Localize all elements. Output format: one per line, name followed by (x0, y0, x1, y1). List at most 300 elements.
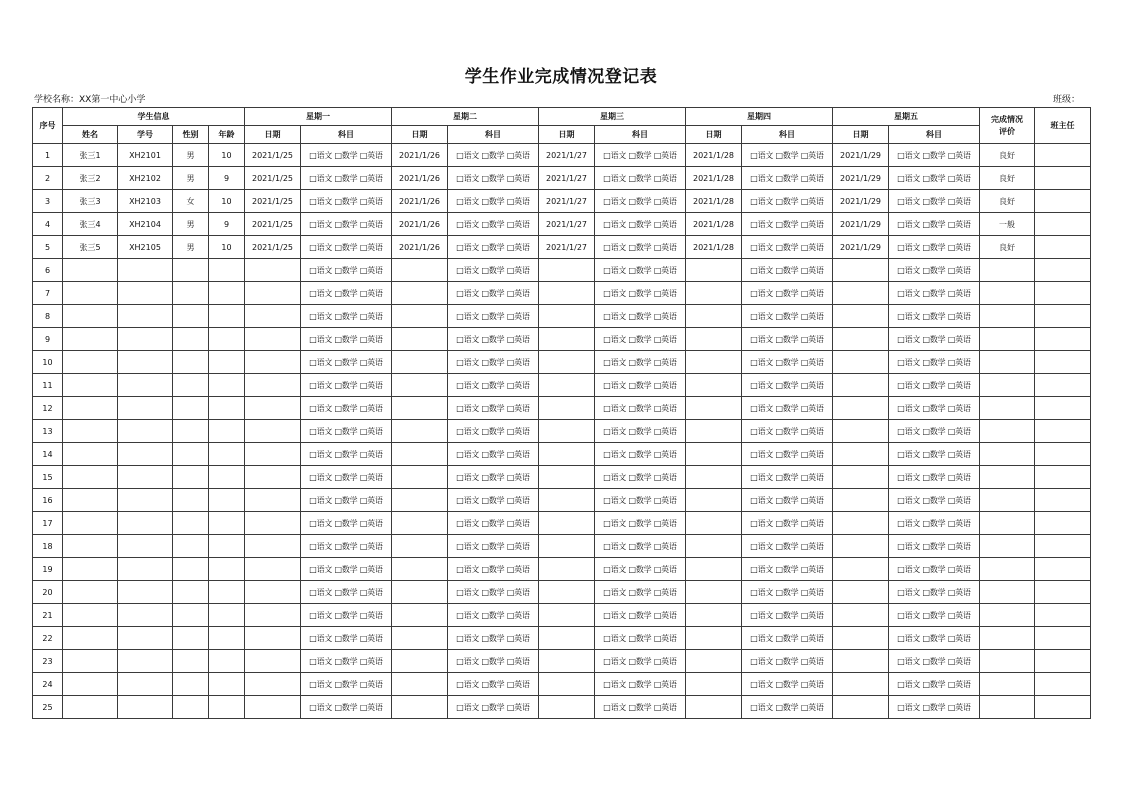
subject-checkboxes-cell[interactable]: □语文 □数学 □英语 (742, 535, 833, 558)
gender-cell[interactable] (173, 581, 209, 604)
subject-checkboxes-cell[interactable]: □语文 □数学 □英语 (301, 581, 392, 604)
teacher-cell[interactable] (1035, 236, 1091, 259)
teacher-cell[interactable] (1035, 144, 1091, 167)
date-cell[interactable] (539, 489, 595, 512)
date-cell[interactable] (539, 604, 595, 627)
subject-checkboxes-cell[interactable]: □语文 □数学 □英语 (448, 259, 539, 282)
subject-checkboxes-cell[interactable]: □语文 □数学 □英语 (595, 167, 686, 190)
date-cell[interactable] (245, 259, 301, 282)
date-cell[interactable] (686, 351, 742, 374)
subject-checkboxes-cell[interactable]: □语文 □数学 □英语 (448, 167, 539, 190)
date-cell[interactable] (833, 581, 889, 604)
age-cell[interactable] (209, 282, 245, 305)
subject-checkboxes-cell[interactable]: □语文 □数学 □英语 (742, 673, 833, 696)
date-cell[interactable]: 2021/1/25 (245, 144, 301, 167)
row-seq-cell[interactable]: 13 (33, 420, 63, 443)
subject-checkboxes-cell[interactable]: □语文 □数学 □英语 (448, 351, 539, 374)
gender-cell[interactable]: 男 (173, 236, 209, 259)
subject-checkboxes-cell[interactable]: □语文 □数学 □英语 (742, 420, 833, 443)
subject-checkboxes-cell[interactable]: □语文 □数学 □英语 (889, 627, 980, 650)
teacher-cell[interactable] (1035, 397, 1091, 420)
date-cell[interactable] (686, 259, 742, 282)
name-cell[interactable] (63, 397, 118, 420)
teacher-cell[interactable] (1035, 673, 1091, 696)
teacher-cell[interactable] (1035, 374, 1091, 397)
date-cell[interactable] (833, 420, 889, 443)
student-id-cell[interactable] (118, 282, 173, 305)
subject-checkboxes-cell[interactable]: □语文 □数学 □英语 (595, 696, 686, 719)
subject-checkboxes-cell[interactable]: □语文 □数学 □英语 (301, 190, 392, 213)
gender-cell[interactable] (173, 466, 209, 489)
age-cell[interactable] (209, 581, 245, 604)
student-id-cell[interactable] (118, 581, 173, 604)
evaluation-cell[interactable] (980, 351, 1035, 374)
date-cell[interactable]: 2021/1/29 (833, 144, 889, 167)
date-cell[interactable] (686, 489, 742, 512)
date-cell[interactable] (245, 673, 301, 696)
date-cell[interactable] (245, 420, 301, 443)
date-cell[interactable] (392, 328, 448, 351)
teacher-cell[interactable] (1035, 282, 1091, 305)
student-id-cell[interactable] (118, 512, 173, 535)
subject-checkboxes-cell[interactable]: □语文 □数学 □英语 (742, 489, 833, 512)
age-cell[interactable]: 10 (209, 190, 245, 213)
subject-checkboxes-cell[interactable]: □语文 □数学 □英语 (889, 282, 980, 305)
row-seq-cell[interactable]: 21 (33, 604, 63, 627)
subject-checkboxes-cell[interactable]: □语文 □数学 □英语 (448, 236, 539, 259)
subject-checkboxes-cell[interactable]: □语文 □数学 □英语 (595, 673, 686, 696)
name-cell[interactable]: 张三5 (63, 236, 118, 259)
row-seq-cell[interactable]: 22 (33, 627, 63, 650)
row-seq-cell[interactable]: 12 (33, 397, 63, 420)
subject-checkboxes-cell[interactable]: □语文 □数学 □英语 (301, 351, 392, 374)
row-seq-cell[interactable]: 24 (33, 673, 63, 696)
gender-cell[interactable] (173, 650, 209, 673)
subject-checkboxes-cell[interactable]: □语文 □数学 □英语 (301, 673, 392, 696)
date-cell[interactable]: 2021/1/29 (833, 167, 889, 190)
name-cell[interactable] (63, 489, 118, 512)
age-cell[interactable] (209, 535, 245, 558)
age-cell[interactable] (209, 512, 245, 535)
date-cell[interactable] (686, 558, 742, 581)
date-cell[interactable]: 2021/1/26 (392, 167, 448, 190)
row-seq-cell[interactable]: 15 (33, 466, 63, 489)
subject-checkboxes-cell[interactable]: □语文 □数学 □英语 (889, 351, 980, 374)
gender-cell[interactable] (173, 397, 209, 420)
subject-checkboxes-cell[interactable]: □语文 □数学 □英语 (301, 420, 392, 443)
evaluation-cell[interactable] (980, 581, 1035, 604)
teacher-cell[interactable] (1035, 443, 1091, 466)
date-cell[interactable]: 2021/1/26 (392, 213, 448, 236)
student-id-cell[interactable] (118, 466, 173, 489)
gender-cell[interactable] (173, 420, 209, 443)
date-cell[interactable] (686, 282, 742, 305)
date-cell[interactable]: 2021/1/25 (245, 213, 301, 236)
date-cell[interactable] (392, 351, 448, 374)
teacher-cell[interactable] (1035, 489, 1091, 512)
row-seq-cell[interactable]: 6 (33, 259, 63, 282)
date-cell[interactable] (245, 466, 301, 489)
subject-checkboxes-cell[interactable]: □语文 □数学 □英语 (742, 466, 833, 489)
subject-checkboxes-cell[interactable]: □语文 □数学 □英语 (742, 397, 833, 420)
date-cell[interactable] (392, 420, 448, 443)
subject-checkboxes-cell[interactable]: □语文 □数学 □英语 (889, 236, 980, 259)
student-id-cell[interactable] (118, 604, 173, 627)
date-cell[interactable] (392, 466, 448, 489)
subject-checkboxes-cell[interactable]: □语文 □数学 □英语 (742, 236, 833, 259)
date-cell[interactable] (833, 535, 889, 558)
student-id-cell[interactable] (118, 627, 173, 650)
date-cell[interactable] (686, 650, 742, 673)
subject-checkboxes-cell[interactable]: □语文 □数学 □英语 (889, 420, 980, 443)
name-cell[interactable]: 张三1 (63, 144, 118, 167)
subject-checkboxes-cell[interactable]: □语文 □数学 □英语 (595, 581, 686, 604)
subject-checkboxes-cell[interactable]: □语文 □数学 □英语 (448, 305, 539, 328)
subject-checkboxes-cell[interactable]: □语文 □数学 □英语 (448, 604, 539, 627)
subject-checkboxes-cell[interactable]: □语文 □数学 □英语 (742, 374, 833, 397)
subject-checkboxes-cell[interactable]: □语文 □数学 □英语 (595, 420, 686, 443)
name-cell[interactable] (63, 673, 118, 696)
evaluation-cell[interactable]: 良好 (980, 144, 1035, 167)
subject-checkboxes-cell[interactable]: □语文 □数学 □英语 (742, 328, 833, 351)
date-cell[interactable] (392, 374, 448, 397)
teacher-cell[interactable] (1035, 328, 1091, 351)
date-cell[interactable]: 2021/1/28 (686, 144, 742, 167)
subject-checkboxes-cell[interactable]: □语文 □数学 □英语 (301, 489, 392, 512)
date-cell[interactable] (392, 305, 448, 328)
evaluation-cell[interactable] (980, 512, 1035, 535)
subject-checkboxes-cell[interactable]: □语文 □数学 □英语 (889, 328, 980, 351)
subject-checkboxes-cell[interactable]: □语文 □数学 □英语 (742, 213, 833, 236)
subject-checkboxes-cell[interactable]: □语文 □数学 □英语 (595, 466, 686, 489)
date-cell[interactable] (833, 305, 889, 328)
date-cell[interactable] (392, 535, 448, 558)
row-seq-cell[interactable]: 3 (33, 190, 63, 213)
subject-checkboxes-cell[interactable]: □语文 □数学 □英语 (595, 144, 686, 167)
date-cell[interactable]: 2021/1/28 (686, 190, 742, 213)
name-cell[interactable] (63, 558, 118, 581)
subject-checkboxes-cell[interactable]: □语文 □数学 □英语 (889, 397, 980, 420)
subject-checkboxes-cell[interactable]: □语文 □数学 □英语 (301, 535, 392, 558)
subject-checkboxes-cell[interactable]: □语文 □数学 □英语 (742, 604, 833, 627)
evaluation-cell[interactable] (980, 374, 1035, 397)
date-cell[interactable] (686, 696, 742, 719)
student-id-cell[interactable]: XH2104 (118, 213, 173, 236)
student-id-cell[interactable] (118, 420, 173, 443)
name-cell[interactable] (63, 328, 118, 351)
date-cell[interactable] (686, 581, 742, 604)
name-cell[interactable] (63, 604, 118, 627)
evaluation-cell[interactable] (980, 420, 1035, 443)
date-cell[interactable] (539, 627, 595, 650)
name-cell[interactable] (63, 259, 118, 282)
subject-checkboxes-cell[interactable]: □语文 □数学 □英语 (595, 397, 686, 420)
row-seq-cell[interactable]: 8 (33, 305, 63, 328)
date-cell[interactable] (833, 512, 889, 535)
date-cell[interactable]: 2021/1/29 (833, 190, 889, 213)
subject-checkboxes-cell[interactable]: □语文 □数学 □英语 (742, 190, 833, 213)
teacher-cell[interactable] (1035, 167, 1091, 190)
date-cell[interactable] (833, 489, 889, 512)
gender-cell[interactable] (173, 282, 209, 305)
subject-checkboxes-cell[interactable]: □语文 □数学 □英语 (742, 351, 833, 374)
date-cell[interactable] (539, 696, 595, 719)
gender-cell[interactable] (173, 259, 209, 282)
subject-checkboxes-cell[interactable]: □语文 □数学 □英语 (889, 374, 980, 397)
date-cell[interactable]: 2021/1/29 (833, 213, 889, 236)
student-id-cell[interactable] (118, 535, 173, 558)
subject-checkboxes-cell[interactable]: □语文 □数学 □英语 (595, 190, 686, 213)
teacher-cell[interactable] (1035, 627, 1091, 650)
gender-cell[interactable]: 男 (173, 213, 209, 236)
subject-checkboxes-cell[interactable]: □语文 □数学 □英语 (595, 236, 686, 259)
teacher-cell[interactable] (1035, 259, 1091, 282)
row-seq-cell[interactable]: 5 (33, 236, 63, 259)
date-cell[interactable] (392, 650, 448, 673)
date-cell[interactable] (686, 627, 742, 650)
subject-checkboxes-cell[interactable]: □语文 □数学 □英语 (595, 489, 686, 512)
evaluation-cell[interactable] (980, 558, 1035, 581)
subject-checkboxes-cell[interactable]: □语文 □数学 □英语 (301, 558, 392, 581)
subject-checkboxes-cell[interactable]: □语文 □数学 □英语 (448, 535, 539, 558)
date-cell[interactable] (833, 328, 889, 351)
date-cell[interactable]: 2021/1/25 (245, 236, 301, 259)
evaluation-cell[interactable]: 良好 (980, 167, 1035, 190)
teacher-cell[interactable] (1035, 512, 1091, 535)
subject-checkboxes-cell[interactable]: □语文 □数学 □英语 (595, 213, 686, 236)
subject-checkboxes-cell[interactable]: □语文 □数学 □英语 (889, 443, 980, 466)
date-cell[interactable] (245, 650, 301, 673)
date-cell[interactable]: 2021/1/27 (539, 236, 595, 259)
subject-checkboxes-cell[interactable]: □语文 □数学 □英语 (448, 443, 539, 466)
date-cell[interactable] (833, 558, 889, 581)
row-seq-cell[interactable]: 10 (33, 351, 63, 374)
date-cell[interactable] (245, 489, 301, 512)
date-cell[interactable] (539, 443, 595, 466)
subject-checkboxes-cell[interactable]: □语文 □数学 □英语 (742, 558, 833, 581)
student-id-cell[interactable] (118, 374, 173, 397)
subject-checkboxes-cell[interactable]: □语文 □数学 □英语 (889, 604, 980, 627)
row-seq-cell[interactable]: 18 (33, 535, 63, 558)
subject-checkboxes-cell[interactable]: □语文 □数学 □英语 (889, 167, 980, 190)
evaluation-cell[interactable] (980, 397, 1035, 420)
subject-checkboxes-cell[interactable]: □语文 □数学 □英语 (301, 167, 392, 190)
date-cell[interactable] (392, 259, 448, 282)
date-cell[interactable] (539, 581, 595, 604)
subject-checkboxes-cell[interactable]: □语文 □数学 □英语 (448, 374, 539, 397)
evaluation-cell[interactable] (980, 627, 1035, 650)
date-cell[interactable] (539, 535, 595, 558)
subject-checkboxes-cell[interactable]: □语文 □数学 □英语 (448, 673, 539, 696)
date-cell[interactable] (392, 489, 448, 512)
subject-checkboxes-cell[interactable]: □语文 □数学 □英语 (889, 558, 980, 581)
subject-checkboxes-cell[interactable]: □语文 □数学 □英语 (595, 282, 686, 305)
gender-cell[interactable]: 女 (173, 190, 209, 213)
subject-checkboxes-cell[interactable]: □语文 □数学 □英语 (301, 650, 392, 673)
date-cell[interactable] (392, 512, 448, 535)
evaluation-cell[interactable] (980, 443, 1035, 466)
subject-checkboxes-cell[interactable]: □语文 □数学 □英语 (889, 581, 980, 604)
date-cell[interactable] (539, 466, 595, 489)
evaluation-cell[interactable] (980, 259, 1035, 282)
gender-cell[interactable]: 男 (173, 144, 209, 167)
subject-checkboxes-cell[interactable]: □语文 □数学 □英语 (742, 144, 833, 167)
date-cell[interactable] (833, 627, 889, 650)
date-cell[interactable] (686, 604, 742, 627)
subject-checkboxes-cell[interactable]: □语文 □数学 □英语 (301, 604, 392, 627)
subject-checkboxes-cell[interactable]: □语文 □数学 □英语 (595, 351, 686, 374)
name-cell[interactable]: 张三4 (63, 213, 118, 236)
evaluation-cell[interactable] (980, 489, 1035, 512)
subject-checkboxes-cell[interactable]: □语文 □数学 □英语 (595, 512, 686, 535)
student-id-cell[interactable]: XH2102 (118, 167, 173, 190)
subject-checkboxes-cell[interactable]: □语文 □数学 □英语 (448, 397, 539, 420)
date-cell[interactable] (686, 397, 742, 420)
date-cell[interactable]: 2021/1/25 (245, 190, 301, 213)
subject-checkboxes-cell[interactable]: □语文 □数学 □英语 (889, 696, 980, 719)
student-id-cell[interactable] (118, 443, 173, 466)
date-cell[interactable] (833, 604, 889, 627)
name-cell[interactable] (63, 696, 118, 719)
date-cell[interactable]: 2021/1/27 (539, 167, 595, 190)
gender-cell[interactable] (173, 305, 209, 328)
subject-checkboxes-cell[interactable]: □语文 □数学 □英语 (301, 328, 392, 351)
subject-checkboxes-cell[interactable]: □语文 □数学 □英语 (301, 512, 392, 535)
age-cell[interactable] (209, 374, 245, 397)
evaluation-cell[interactable] (980, 305, 1035, 328)
gender-cell[interactable] (173, 673, 209, 696)
subject-checkboxes-cell[interactable]: □语文 □数学 □英语 (742, 512, 833, 535)
date-cell[interactable] (392, 397, 448, 420)
subject-checkboxes-cell[interactable]: □语文 □数学 □英语 (448, 282, 539, 305)
date-cell[interactable] (833, 673, 889, 696)
age-cell[interactable] (209, 420, 245, 443)
subject-checkboxes-cell[interactable]: □语文 □数学 □英语 (889, 673, 980, 696)
name-cell[interactable] (63, 420, 118, 443)
date-cell[interactable] (539, 650, 595, 673)
evaluation-cell[interactable] (980, 282, 1035, 305)
teacher-cell[interactable] (1035, 466, 1091, 489)
date-cell[interactable] (245, 351, 301, 374)
subject-checkboxes-cell[interactable]: □语文 □数学 □英语 (742, 581, 833, 604)
name-cell[interactable] (63, 581, 118, 604)
date-cell[interactable]: 2021/1/28 (686, 213, 742, 236)
row-seq-cell[interactable]: 1 (33, 144, 63, 167)
date-cell[interactable] (245, 397, 301, 420)
subject-checkboxes-cell[interactable]: □语文 □数学 □英语 (595, 627, 686, 650)
teacher-cell[interactable] (1035, 581, 1091, 604)
evaluation-cell[interactable] (980, 466, 1035, 489)
student-id-cell[interactable] (118, 328, 173, 351)
gender-cell[interactable] (173, 696, 209, 719)
date-cell[interactable] (539, 305, 595, 328)
teacher-cell[interactable] (1035, 351, 1091, 374)
subject-checkboxes-cell[interactable]: □语文 □数学 □英语 (448, 696, 539, 719)
date-cell[interactable] (392, 443, 448, 466)
date-cell[interactable] (686, 443, 742, 466)
student-id-cell[interactable] (118, 696, 173, 719)
age-cell[interactable] (209, 305, 245, 328)
row-seq-cell[interactable]: 16 (33, 489, 63, 512)
row-seq-cell[interactable]: 17 (33, 512, 63, 535)
student-id-cell[interactable]: XH2103 (118, 190, 173, 213)
subject-checkboxes-cell[interactable]: □语文 □数学 □英语 (301, 144, 392, 167)
date-cell[interactable]: 2021/1/29 (833, 236, 889, 259)
date-cell[interactable]: 2021/1/28 (686, 236, 742, 259)
row-seq-cell[interactable]: 23 (33, 650, 63, 673)
date-cell[interactable] (686, 305, 742, 328)
date-cell[interactable] (245, 374, 301, 397)
teacher-cell[interactable] (1035, 604, 1091, 627)
date-cell[interactable]: 2021/1/28 (686, 167, 742, 190)
student-id-cell[interactable] (118, 650, 173, 673)
subject-checkboxes-cell[interactable]: □语文 □数学 □英语 (301, 374, 392, 397)
evaluation-cell[interactable] (980, 673, 1035, 696)
date-cell[interactable] (245, 604, 301, 627)
subject-checkboxes-cell[interactable]: □语文 □数学 □英语 (742, 259, 833, 282)
teacher-cell[interactable] (1035, 696, 1091, 719)
age-cell[interactable] (209, 351, 245, 374)
date-cell[interactable] (833, 696, 889, 719)
row-seq-cell[interactable]: 7 (33, 282, 63, 305)
subject-checkboxes-cell[interactable]: □语文 □数学 □英语 (595, 374, 686, 397)
date-cell[interactable] (539, 351, 595, 374)
subject-checkboxes-cell[interactable]: □语文 □数学 □英语 (301, 282, 392, 305)
subject-checkboxes-cell[interactable]: □语文 □数学 □英语 (889, 466, 980, 489)
evaluation-cell[interactable] (980, 696, 1035, 719)
date-cell[interactable] (686, 673, 742, 696)
name-cell[interactable] (63, 535, 118, 558)
age-cell[interactable] (209, 443, 245, 466)
gender-cell[interactable] (173, 535, 209, 558)
subject-checkboxes-cell[interactable]: □语文 □数学 □英语 (889, 512, 980, 535)
age-cell[interactable] (209, 466, 245, 489)
subject-checkboxes-cell[interactable]: □语文 □数学 □英语 (301, 213, 392, 236)
subject-checkboxes-cell[interactable]: □语文 □数学 □英语 (595, 535, 686, 558)
teacher-cell[interactable] (1035, 190, 1091, 213)
date-cell[interactable] (392, 581, 448, 604)
student-id-cell[interactable] (118, 351, 173, 374)
name-cell[interactable] (63, 466, 118, 489)
row-seq-cell[interactable]: 4 (33, 213, 63, 236)
subject-checkboxes-cell[interactable]: □语文 □数学 □英语 (595, 259, 686, 282)
age-cell[interactable]: 9 (209, 167, 245, 190)
date-cell[interactable]: 2021/1/27 (539, 190, 595, 213)
subject-checkboxes-cell[interactable]: □语文 □数学 □英语 (889, 305, 980, 328)
date-cell[interactable] (833, 259, 889, 282)
age-cell[interactable] (209, 489, 245, 512)
teacher-cell[interactable] (1035, 420, 1091, 443)
date-cell[interactable]: 2021/1/27 (539, 144, 595, 167)
date-cell[interactable] (686, 512, 742, 535)
evaluation-cell[interactable] (980, 604, 1035, 627)
age-cell[interactable] (209, 328, 245, 351)
date-cell[interactable] (833, 443, 889, 466)
name-cell[interactable] (63, 305, 118, 328)
row-seq-cell[interactable]: 25 (33, 696, 63, 719)
row-seq-cell[interactable]: 11 (33, 374, 63, 397)
subject-checkboxes-cell[interactable]: □语文 □数学 □英语 (448, 512, 539, 535)
subject-checkboxes-cell[interactable]: □语文 □数学 □英语 (301, 627, 392, 650)
date-cell[interactable] (245, 282, 301, 305)
student-id-cell[interactable] (118, 259, 173, 282)
date-cell[interactable] (539, 420, 595, 443)
row-seq-cell[interactable]: 2 (33, 167, 63, 190)
date-cell[interactable] (245, 443, 301, 466)
evaluation-cell[interactable]: 一般 (980, 213, 1035, 236)
subject-checkboxes-cell[interactable]: □语文 □数学 □英语 (448, 581, 539, 604)
subject-checkboxes-cell[interactable]: □语文 □数学 □英语 (889, 144, 980, 167)
